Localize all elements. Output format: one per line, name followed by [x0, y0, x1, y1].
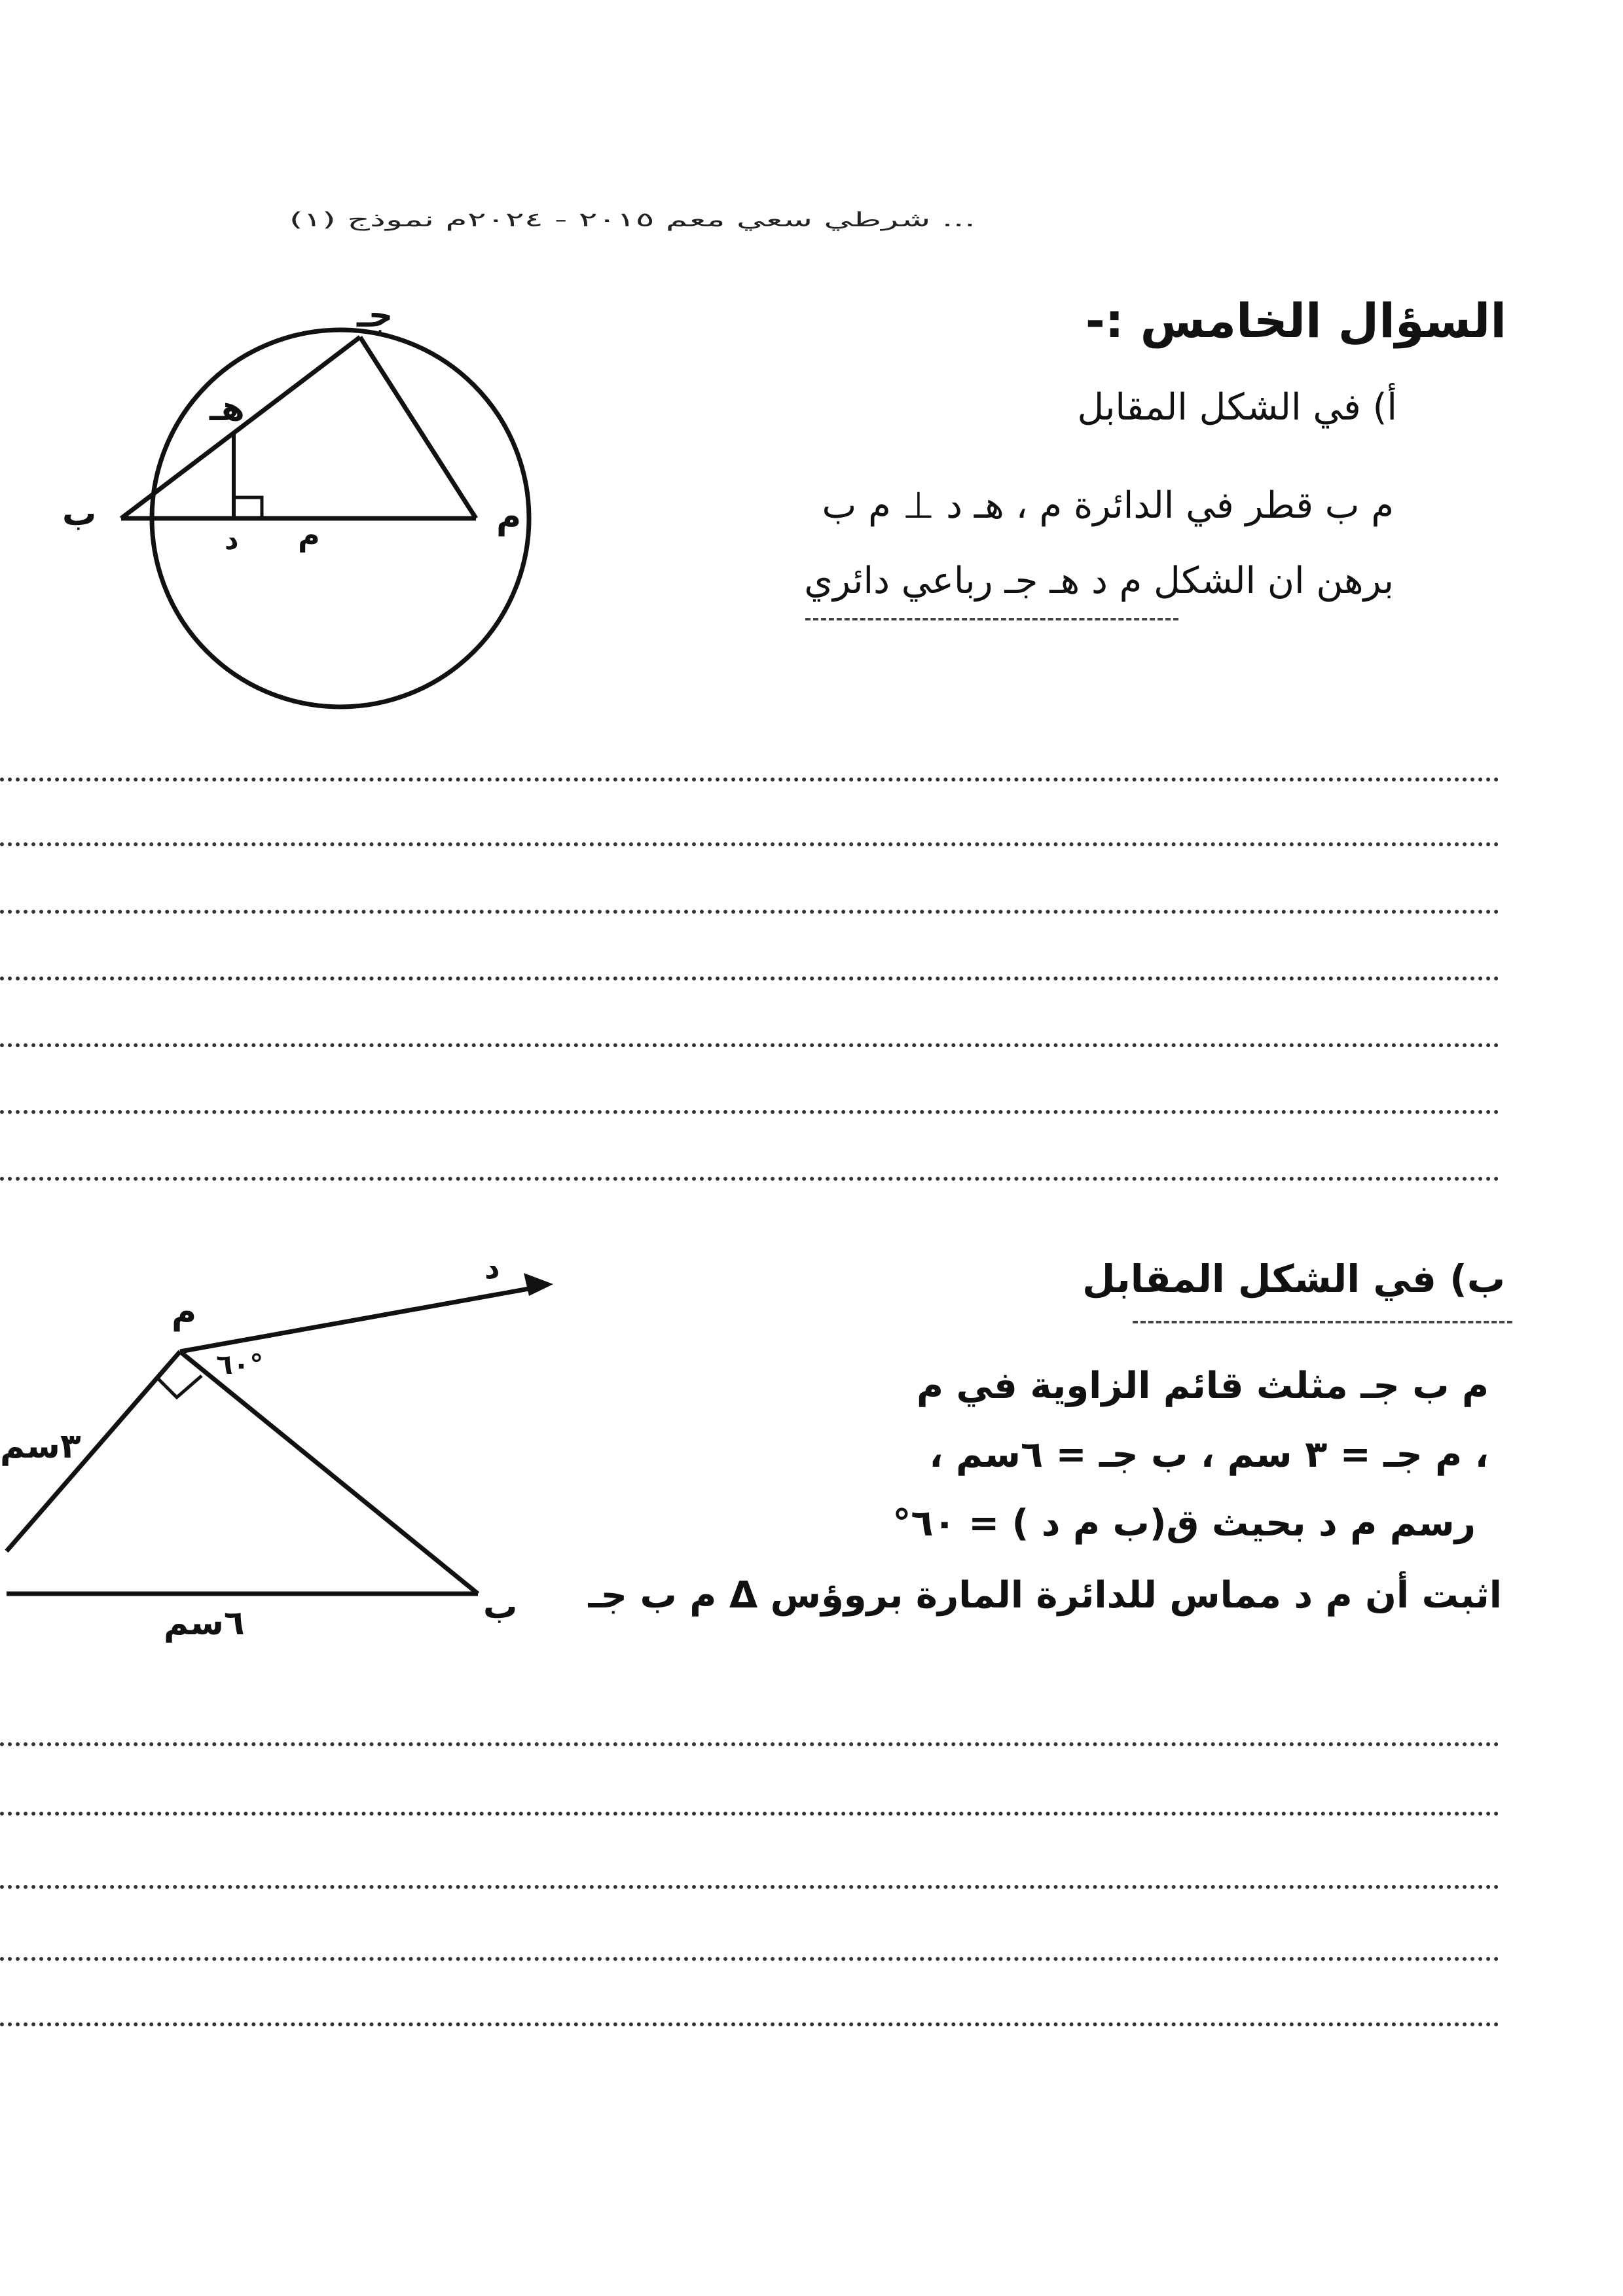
answer-line[interactable] — [0, 778, 1499, 781]
ray-ad — [180, 1286, 543, 1352]
figure-b-triangle-diagram — [0, 1230, 589, 1649]
label-angle-60: ٦٠° — [216, 1348, 264, 1380]
figure-a-circle-diagram — [39, 288, 563, 720]
part-a-underline — [805, 618, 1178, 620]
part-b-line1: ﻡ ب جـ مثلث قائم الزاوية في ﻡ — [916, 1365, 1489, 1407]
ray-arrowhead — [524, 1273, 553, 1296]
part-a-line2: برهن ان الشكل ﻡ د هـ جـ رباعي دائري — [804, 560, 1394, 602]
label-d: د — [225, 524, 239, 556]
answer-line[interactable] — [0, 1177, 1499, 1181]
label-a: ﻡ — [172, 1293, 197, 1332]
right-angle-marker — [157, 1376, 202, 1397]
answer-line[interactable] — [0, 1957, 1499, 1961]
answer-line[interactable] — [0, 910, 1499, 914]
label-side-3cm: ٣سم — [0, 1427, 81, 1466]
chord-ja — [360, 337, 476, 518]
label-b: ب — [483, 1587, 518, 1626]
answer-line[interactable] — [0, 842, 1499, 846]
side-ab — [180, 1352, 478, 1594]
answer-line[interactable] — [0, 977, 1499, 980]
answer-line[interactable] — [0, 1110, 1499, 1114]
label-j: جـ — [357, 296, 393, 335]
part-b-label: ب) في الشكل المقابل — [1082, 1257, 1505, 1301]
label-d: د — [484, 1250, 500, 1285]
right-angle-marker — [234, 497, 262, 518]
part-b-underline — [1133, 1321, 1512, 1323]
label-a: ﻡ — [496, 497, 522, 537]
label-side-6cm: ٦سم — [164, 1604, 245, 1643]
answer-line[interactable] — [0, 1812, 1499, 1816]
part-b-line2: ، ﻡ جـ = ٣ سم ، ب جـ = ٦سم ، — [929, 1433, 1489, 1476]
label-m: م — [298, 517, 320, 552]
part-a-line1: ﻡ ب قطر في الدائرة م ، هـ د ⊥ ﻡ ب — [822, 484, 1394, 527]
exam-header: ... شرطي سعي معم ٢٠١٥ - ٢٠٢٤م نموذج (١) — [289, 208, 976, 231]
part-b-line4: اثبت أن ﻡ د مماس للدائرة المارة بروؤس Δ ﻡ ب جـ — [588, 1574, 1502, 1617]
part-b-line3: رسم ﻡ د بحيث ق(ب ﻡ د ) = ٦٠° — [892, 1502, 1476, 1545]
answer-line[interactable] — [0, 1742, 1499, 1746]
question-title: السؤال الخامس :- — [1085, 293, 1506, 348]
label-b: ب — [62, 494, 97, 533]
part-a-label: أ) في الشكل المقابل — [1077, 386, 1397, 429]
label-h: هـ — [210, 389, 245, 429]
answer-line[interactable] — [0, 1043, 1499, 1047]
answer-line[interactable] — [0, 1885, 1499, 1889]
answer-line[interactable] — [0, 2022, 1499, 2026]
